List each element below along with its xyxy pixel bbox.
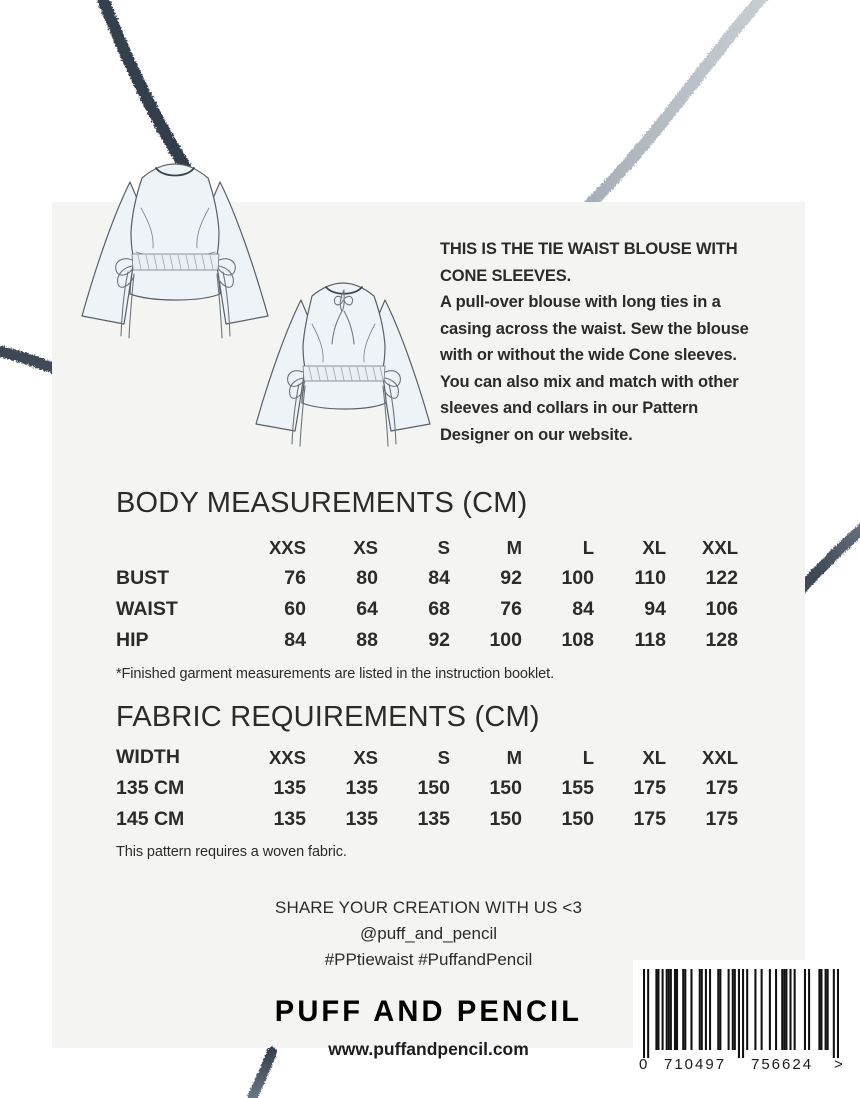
barcode	[633, 960, 849, 1085]
bust-l: 100	[561, 567, 594, 589]
description-body: A pull-over blouse with long ties in a casing across the waist. Sew the blouse with or without the wide Cone sleeves. You can also mix and match with other sleeves and collars in our Pattern Designer on our website.	[440, 293, 749, 444]
hip-xl: 118	[634, 629, 666, 651]
size-header-xxl: XXL	[702, 747, 738, 768]
w145-s: 135	[417, 808, 450, 830]
waist-m: 76	[500, 598, 522, 620]
share-prompt: SHARE YOUR CREATION WITH US <3	[275, 898, 582, 917]
size-header-xxs: XXS	[268, 747, 306, 768]
hip-xs: 88	[356, 629, 378, 651]
barcode-left-group: 710497	[664, 1056, 727, 1073]
width-column-header: WIDTH	[116, 746, 180, 768]
description-headline: THIS IS THE TIE WAIST BLOUSE WITH CONE SLEEVES.	[440, 240, 738, 285]
table-row	[116, 621, 738, 652]
barcode-bars	[643, 969, 839, 1058]
table-header-row	[116, 528, 738, 559]
brand-website: www.puffandpencil.com	[328, 1039, 529, 1059]
size-header-l: L	[582, 537, 594, 558]
w135-s: 150	[417, 777, 450, 799]
hip-m: 100	[489, 629, 522, 651]
bust-xxl: 122	[705, 567, 738, 589]
w135-xxs: 135	[273, 777, 306, 799]
fabric-requirements-title: FABRIC REQUIREMENTS (CM)	[116, 701, 540, 733]
fabric-requirements-section	[116, 703, 738, 860]
size-header-xs: XS	[353, 537, 378, 558]
size-header-xl: XL	[642, 537, 666, 558]
waist-xs: 64	[356, 598, 378, 620]
row-label-waist: WAIST	[116, 598, 178, 620]
row-label-hip: HIP	[116, 629, 149, 651]
size-header-m: M	[506, 537, 522, 558]
row-label-135cm: 135 CM	[116, 777, 185, 799]
w135-xs: 135	[345, 777, 378, 799]
barcode-lead-digit: 0	[639, 1056, 648, 1073]
size-header-xxs: XXS	[268, 537, 306, 558]
body-measurements-section	[116, 489, 738, 682]
row-label-145cm: 145 CM	[116, 808, 185, 830]
blouse-back-technical-drawing	[243, 268, 443, 448]
size-header-s: S	[437, 537, 450, 558]
waist-s: 68	[428, 598, 450, 620]
waist-xxs: 60	[284, 598, 306, 620]
size-header-xxl: XXL	[702, 537, 738, 558]
w145-xxl: 175	[705, 808, 738, 830]
w135-l: 155	[561, 777, 594, 799]
bust-xs: 80	[356, 567, 378, 589]
w145-l: 150	[561, 808, 594, 830]
body-measurements-title: BODY MEASUREMENTS (CM)	[116, 487, 528, 519]
table-row	[116, 769, 738, 800]
size-header-l: L	[582, 747, 594, 768]
w135-m: 150	[489, 777, 522, 799]
fabric-requirements-table	[116, 738, 738, 831]
bust-xxs: 76	[284, 567, 306, 589]
w135-xxl: 175	[705, 777, 738, 799]
waist-l: 84	[572, 598, 594, 620]
table-row	[116, 559, 738, 590]
brand-wordmark: PUFF AND PENCIL	[274, 995, 583, 1028]
w135-xl: 175	[633, 777, 666, 799]
table-row	[116, 590, 738, 621]
w145-xxs: 135	[273, 808, 306, 830]
body-measurements-table	[116, 528, 738, 652]
social-handle: @puff_and_pencil	[360, 924, 497, 943]
hip-l: 108	[561, 629, 594, 651]
size-header-m: M	[506, 747, 522, 768]
hip-xxs: 84	[284, 629, 306, 651]
measure-column-header	[116, 528, 234, 559]
row-label-bust: BUST	[116, 567, 170, 589]
size-header-xl: XL	[642, 747, 666, 768]
hip-xxl: 128	[705, 629, 738, 651]
bust-xl: 110	[634, 567, 666, 589]
barcode-right-group: 756624	[751, 1056, 814, 1073]
table-header-row	[116, 738, 738, 769]
hip-s: 92	[428, 629, 450, 651]
size-header-xs: XS	[353, 747, 378, 768]
w145-xl: 175	[633, 808, 666, 830]
size-header-s: S	[437, 747, 450, 768]
barcode-trailing-mark: >	[834, 1056, 844, 1073]
bust-s: 84	[428, 567, 450, 589]
fabric-requirements-footnote: This pattern requires a woven fabric.	[116, 844, 347, 860]
table-row	[116, 800, 738, 831]
social-hashtags: #PPtiewaist #PuffandPencil	[324, 950, 533, 969]
waist-xxl: 106	[705, 598, 738, 620]
waist-xl: 94	[644, 598, 666, 620]
barcode-digits	[633, 1056, 849, 1078]
w145-xs: 135	[345, 808, 378, 830]
body-measurements-footnote: *Finished garment measurements are listed in the instruction booklet.	[116, 666, 554, 682]
w145-m: 150	[489, 808, 522, 830]
bust-m: 92	[500, 567, 522, 589]
product-description	[440, 236, 770, 448]
